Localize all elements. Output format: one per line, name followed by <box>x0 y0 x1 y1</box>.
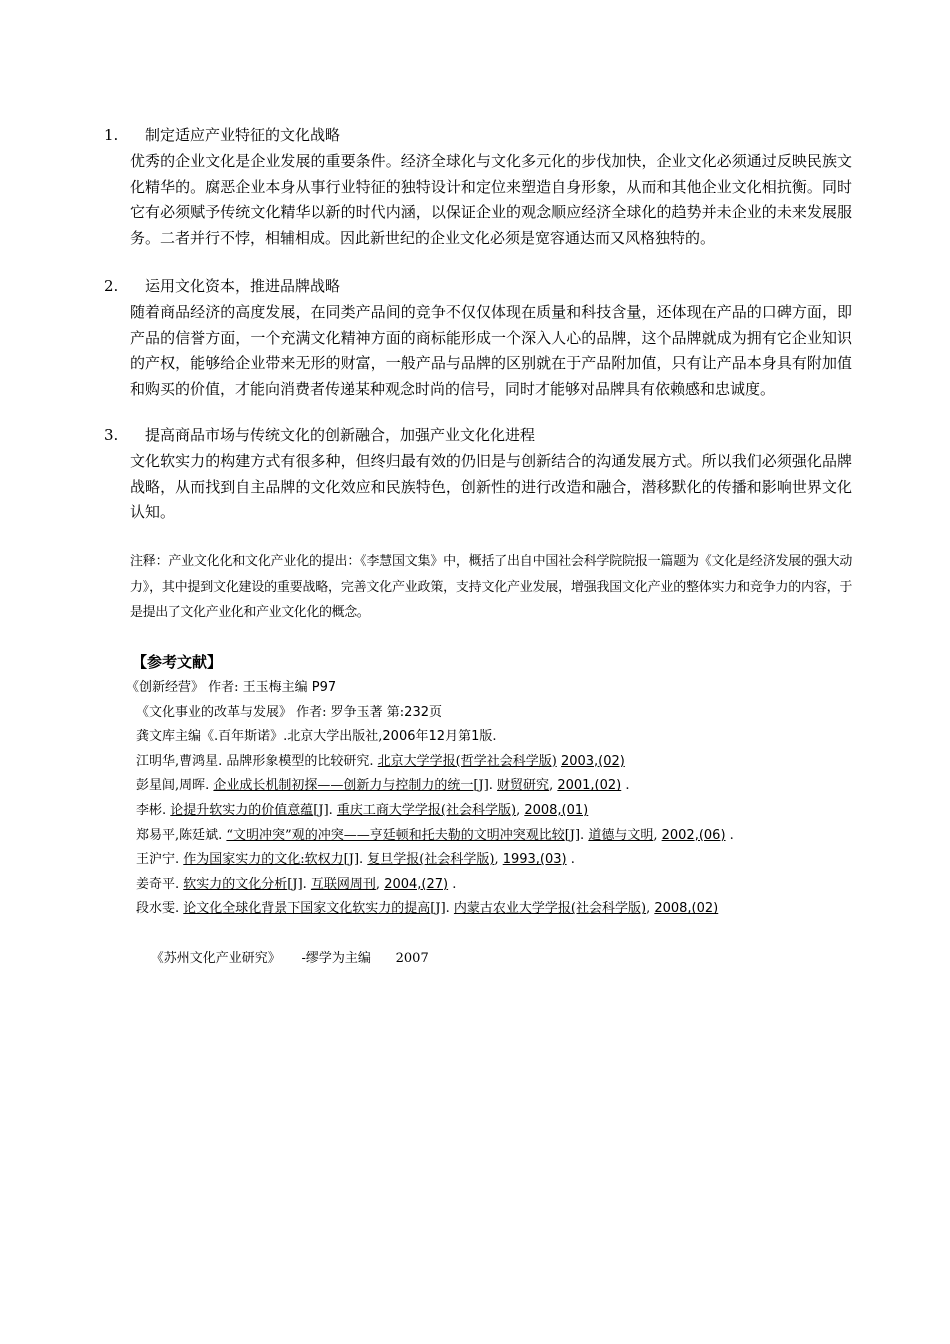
reference-link[interactable]: 2004,(27) <box>384 876 449 892</box>
section-title: 制定适应产业特征的文化战略 <box>145 126 341 144</box>
reference-item: 彭星闾,周晖. 企业成长机制初探——创新力与控制力的统一[J]. 财贸研究, 2001,(02) . <box>136 778 630 794</box>
section-3 <box>0 425 950 522</box>
reference-item: 《创新经营》 作者: 王玉梅主编 P97 <box>126 680 337 695</box>
section-paragraph: 优秀的企业文化是企业发展的重要条件。经济全球化与文化多元化的步伐加快，企业文化必须通过反映民族文化精华的。腐恶企业本身从事行业特征的独特设计和定位来塑造自身形象，从而和其他企业文化相抗衡。同时它有必须赋予传统文化精华以新的时代内涵，以保证企业的观念顺应经济全球化的趋势并未企业的未来发展服务。二者并行不悖，相辅相成。因此新世纪的企业文化必须是宽容通达而又风格独特的。 <box>130 152 852 247</box>
reference-item: 王沪宁. 作为国家实力的文化:软权力[J]. 复旦学报(社会科学版), 1993,(03) . <box>136 852 575 868</box>
reference-link[interactable]: 复旦学报(社会科学版) <box>367 852 495 868</box>
reference-item: 《苏州文化产业研究》 -缪学为主编 2007 <box>150 950 429 966</box>
reference-link[interactable]: 北京大学学报(哲学社会科学版) <box>377 753 557 769</box>
reference-item: 姜奇平. 软实力的文化分析[J]. 互联网周刊, 2004,(27) . <box>136 876 457 892</box>
list-number: 1. <box>104 126 119 144</box>
reference-link[interactable]: 2002,(06) <box>661 827 726 843</box>
references-list <box>126 676 886 966</box>
reference-item: 江明华,曹鸿星. 品牌形象模型的比较研究. 北京大学学报(哲学社会科学版) 2003,(02) <box>136 753 625 769</box>
list-number: 3. <box>104 426 119 444</box>
reference-link[interactable]: 软实力的文化分析 <box>183 876 288 892</box>
section-paragraph: 随着商品经济的高度发展，在同类产品间的竞争不仅仅体现在质量和科技含量，还体现在产品的口碑方面，即产品的信誉方面，一个充满文化精神方面的商标能形成一个深入人心的品牌，这个品牌就成为拥有它企业知识的产权，能够给企业带来无形的财富，一般产品与品牌的区别就在于产品附加值，只有让产品本身具有附加值和购买的价值，才能向消费者传递某种观念时尚的信号，同时才能够对品牌具有依赖感和忠诚度。 <box>130 303 852 398</box>
reference-link[interactable]: 论提升软实力的价值意蕴 <box>170 802 314 818</box>
reference-link[interactable]: 论文化全球化背景下国家文化软实力的提高 <box>183 901 431 917</box>
reference-item: 郑易平,陈廷斌. “文明冲突”观的冲突——亨廷顿和托夫勒的文明冲突观比较[J]. 道德与文明, 2002,(06) . <box>136 827 734 843</box>
reference-link[interactable]: 2003,(02) <box>560 753 625 769</box>
list-number: 2. <box>104 277 119 295</box>
reference-link[interactable]: 1993,(03) <box>502 852 567 868</box>
section-title: 提高商品市场与传统文化的创新融合，加强产业文化化进程 <box>145 426 536 444</box>
reference-link[interactable]: 2008,(02) <box>654 901 719 917</box>
section-heading <box>0 125 950 146</box>
reference-item: 李彬. 论提升软实力的价值意蕴[J]. 重庆工商大学学报(社会科学版), 2008,(01) <box>136 802 589 818</box>
reference-link[interactable]: 财贸研究 <box>497 778 550 794</box>
section-2 <box>0 276 950 398</box>
section-heading <box>0 425 950 446</box>
reference-item: 《文化事业的改革与发展》 作者: 罗争玉著 第:232页 <box>136 704 443 720</box>
note-paragraph: 注释：产业文化化和文化产业化的提出：《李慧国文集》中，概括了出自中国社会科学院院报一篇题为《文化是经济发展的强大动力》，其中提到文化建设的重要战略，完善文化产业政策，支持文化产业发展，增强我国文化产业的整体实力和竞争力的内容，于是提出了文化产业化和产业文化化的概念。 <box>130 554 852 620</box>
reference-link[interactable]: 互联网周刊 <box>310 876 376 892</box>
reference-link[interactable]: 2008,(01) <box>524 802 589 818</box>
reference-link[interactable]: 2001,(02) <box>557 778 622 794</box>
reference-link[interactable]: 作为国家实力的文化:软权力 <box>183 852 344 868</box>
reference-item: 龚文库主编《.百年斯诺》.北京大学出版社,2006年12月第1版. <box>136 729 497 745</box>
reference-link[interactable]: 道德与文明 <box>588 827 654 843</box>
section-1 <box>0 125 950 247</box>
reference-link[interactable]: 内蒙古农业大学学报(社会科学版) <box>453 901 647 917</box>
reference-link[interactable]: 企业成长机制初探——创新力与控制力的统一 <box>213 778 474 794</box>
reference-link[interactable]: “文明冲突”观的冲突——亨廷顿和托夫勒的文明冲突观比较 <box>226 827 565 843</box>
reference-link[interactable]: 重庆工商大学学报(社会科学版) <box>336 802 517 818</box>
section-title: 运用文化资本，推进品牌战略 <box>145 277 341 295</box>
section-paragraph: 文化软实力的构建方式有很多种，但终归最有效的仍旧是与创新结合的沟通发展方式。所以我们必须强化品牌战略，从而找到自主品牌的文化效应和民族特色，创新性的进行改造和融合，潜移默化的传播和影响世界文化认知。 <box>130 452 852 522</box>
references-heading: 【参考文献】 <box>132 653 223 671</box>
section-heading <box>0 276 950 297</box>
reference-item: 段水雯. 论文化全球化背景下国家文化软实力的提高[J]. 内蒙古农业大学学报(社会科学版), 2008,(02) <box>136 901 719 917</box>
